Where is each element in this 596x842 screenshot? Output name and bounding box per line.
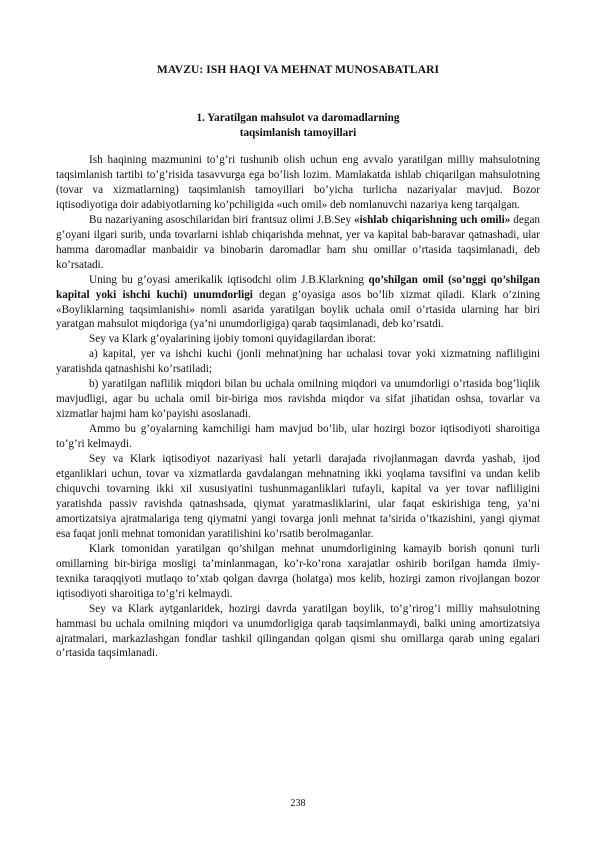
paragraph-text: Sey va Klark iqtisodiyot nazariyasi hali yetarli darajada rivojlanmagan davrda yashab, ijod etganliklari uchun, tovar va xizmatlarda gavdalangan mehnatning ikki yoqlama tavsifini va undan kelib chiquvchi tovarning ikki xil xususiyatini tushunmaganliklari tufayli, kapital va yer tovar nafliligini yaratishda passiv ravishda qatnashsada, qiymat yaratmasliklarini, ular faqat eskirishiga teng, ya’ni amortizatsiya ajratmalariga teng qiymatni yangi tovarga jonli mehnat ta’sirida o’tkazishini, yangi qiymat esa faqat jonli mehnat tomonidan yaratilishini ko’rsatib berolmaganlar. (56, 453, 540, 540)
paragraph-text: b) yaratilgan naflilik miqdori bilan bu uchala omilning miqdori va unumdorligi o’rtasida bog’liqlik mavjudligi, agar bu uchala omil bir-biriga mos ravishda miqdor va sifat jihatidan oshsa, tovarlar va xizmatlar hajmi ham ko’payishi asoslanadi. (56, 378, 540, 421)
paragraph (56, 332, 540, 347)
bold-term: qo’shilgan omil (so’nggi qo’shilgan kapital yoki ishchi kuchi) unumdorligi (56, 273, 541, 301)
paragraph (56, 452, 540, 542)
paragraph (56, 542, 540, 602)
paragraph-text: Bu nazariyaning asoschilaridan biri frantsuz olimi J.B.Sey (89, 213, 355, 226)
paragraph-text: Ammo bu g’oyalarning kamchiligi ham mavjud bo’lib, ular hozirgi bozor iqtisodiyoti sharoitiga to’g’ri kelmaydi. (56, 423, 540, 451)
page-number: 238 (290, 798, 306, 809)
paragraph (56, 273, 540, 333)
paragraph-text: degan g’oyasiga asos bo’lib xizmat qiladi. Klark o’zining «Boyliklarning taqsimlanishi» nomli asarida yaratilgan boylik uchala omil o’rtasida ularning har biri yaratgan mahsulot miqdoriga (ya’ni unumdorligiga) qarab taqsimlanadi, deb ko’rsatdi. (56, 288, 540, 331)
body-text (56, 153, 540, 661)
paragraph-text: Ish haqining mazmunini to’g’ri tushunib olish uchun eng avvalo yaratilgan milliy mahsulotning taqsimlanish tartibi to’g’risida tasavvurga ega bo’lish lozim. Mamlakatda ishlab chiqarilgan mahsulotning (tovar va xizmatlarning) taqsimlanish tamoyillari bo’yicha turlicha nazariyalar mavjud. Bozor iqtisodiyotiga doir adabiyotlarning ko’pchiligida «uch omil» deb nomlanuvchi nazariya keng tarqalgan. (56, 154, 540, 211)
paragraph-text: degan g’oyani ilgari surib, unda tovarlarni ishlab chiqarishda mehnat, yer va kapital bab-baravar qatnashadi, ular hamma daromadlar manbaidir va binobarin daromadlar ham shu omillar o’rtasida taqsimlanadi, deb ko’rsatadi. (56, 213, 540, 271)
paragraph (56, 153, 540, 213)
paragraph-text: a) kapital, yer va ishchi kuchi (jonli mehnat)ning har uchalasi tovar yoki xizmatning nafliligini yaratishda qatnashishi ko’rsatiladi; (56, 348, 540, 376)
paragraph-text: Sey va Klark aytganlaridek, hozirgi davrda yaratilgan boylik, to’g’rirog’i milliy mahsulotning hammasi bu uchala omilning miqdori va unumdorligiga qarab taqsimlanmaydi, balki uning amortizatsiya ajratmalari, markazlashgan fondlar tashkil qilingandan qolgan qismi shu omillarga qarab uning egalari o’rtasida taqsimlanadi. (56, 602, 540, 660)
paragraph-text: Uning bu g’oyasi amerikalik iqtisodchi olim J.B.Klarkning (89, 273, 369, 286)
section-heading (0, 111, 596, 141)
section-heading-line-2: taqsimlanish tamoyillari (239, 127, 357, 139)
paragraph-text: Klark tomonidan yaratilgan qo’shilgan mehnat unumdorligining kamayib borish qonuni turli omillarning bir-biriga mosligi ta’minlanmagan, ko’r-ko’rona xarajatlar oshirib borilgan hamda ilmiy-texnika taraqqiyoti mutlaqo to’xtab qolgan davrga (holatga) mos kelib, hozirgi zamon rivojlangan bozor iqtisodiyoti sharoitiga to’g’ri kelmaydi. (56, 542, 540, 600)
paragraph (56, 377, 540, 422)
bold-term: «ishlab chiqarishning uch omili» (354, 213, 511, 226)
page-title: MAVZU: ISH HAQI VA MEHNAT MUNOSABATLARI (156, 64, 440, 76)
paragraph-text: Sey va Klark g’oyalarining ijobiy tomoni quyidagilardan iborat: (89, 333, 376, 346)
section-heading-line-1: 1. Yaratilgan mahsulot va daromadlarning (196, 112, 400, 124)
paragraph (56, 347, 540, 377)
paragraph (56, 602, 540, 662)
paragraph (56, 422, 540, 452)
paragraph (56, 213, 540, 273)
